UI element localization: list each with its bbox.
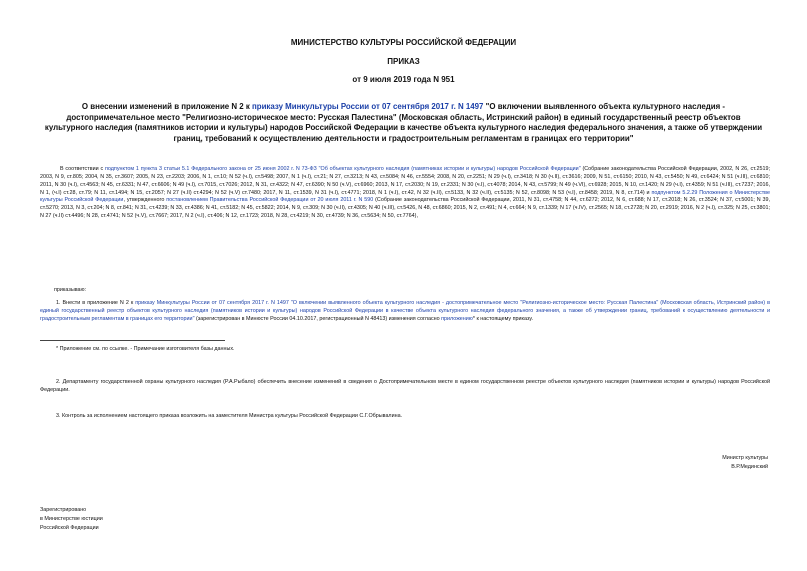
signatory-position: Министр культуры [722,455,768,461]
ministry-title: МИНИСТЕРСТВО КУЛЬТУРЫ РОССИЙСКОЙ ФЕДЕРАЦИИ [290,38,517,47]
clause-1 [40,300,770,324]
regulation-link[interactable]: подпунктом 5.2.29 Положения о Министерстве культуры Российской Федерации [40,189,770,204]
subject-text-post: "О включении выявленного объекта культурного наследия - достопримечательное место "Религиозно-историческое место: Русская Палестина" (Московская область, Истринский район) в единый государственный реестр объектов культурного наследия (памятников истории и культуры) народов Российской Федерации в качестве объекта культурного наследия федерального значения, а также об утверждении границ, требований к осуществлению деятельности и градостроительным регламентам в границах его территории" [44,102,763,143]
amended-order-link[interactable]: приказу Минкультуры России от 07 сентября 2017 г. N 1497 "О включении выявленного объекта культурного наследия - достопримечательное место "Религиозно-историческое место: Русская Палестина" (Московская область, Истринский район) в единый государственный реестр объектов культурного наследия (памятников истории и культуры) народов Российской Федерации в качестве объекта культурного наследия федерального значения, а также об утверждении границ, требований к осуществлению деятельности и градостроительным регламентам в границах его территории" [40,300,770,322]
preamble-text-b: (Собрание законодательства Российской Федерации, 2002, N 26, ст.2519; 2003, N 9, ст.805; 2004, N 35, ст.3607; 2005, N 23, ст.2203; 2006, N 1, ст.10; N 52 (ч.I), ст.5498; 2007, N 1 (ч.I), ст.21; N 27, ст.3213; N 43, ст.5084; N 46, ст.5554; 2008, N 20, ст.2251; N 29 (ч.I), ст.3418; N 30 (ч.II), ст.3616; 2009, N 51, ст.6150; 2010, N 43, ст.5450; N 49, ст.6424; N 51 (ч.III), ст.6810; 2011, N 30 (ч.I), ст.4563; N 45, ст.6331; N 47, ст.6606; N 49 (ч.I), ст.7015, ст.7026; 2012, N 31, ст.4322; N 47, ст.6390; N 50 (ч.V), ст.6960; 2013, N 17, ст.2030; N 19, ст.2331; N 30 (ч.I), ст.4078; 2014, N 43, ст.5799; N 49 (ч.VI), ст.6928; 2015, N 10, ст.1420; N 29 (ч.I), ст.4359; N 51 (ч.III), ст.7237; 2016, N 1, (ч.I) ст.28, ст.79; N 11, ст.1494; N 15, ст.2057; N 27 (ч.II) ст.4294; N 52 (ч.V) ст.7480; 2017, N 11, ст.1539, N 31 (ч.I), ст.4771; 2018, N 1 (ч.I), ст.42, N 32 (ч.II), ст.5133, N 32 (ч.II), ст.5135; N 52, ст.8098; N 53 (ч.I), ст.8458; 2019, N 8, ст.714) и [40,166,771,196]
preamble-text-c: , утвержденного [123,197,167,204]
clause-2: 2. Департаменту государственной охраны культурного наследия (Р.А.Рыбало) обеспечить внесение изменений в сведения о Достопримечательном месте в едином государственном реестре объектов культурного наследия (памятников истории и культуры) народов Российской Федерации. [40,379,770,393]
federal-law-link[interactable]: подпунктом 1 пункта 3 статьи 5.1 Федерального закона от 25 июня 2002 г. N 73-ФЗ "Об объектах культурного наследия (памятниках истории и культуры) народов Российской Федерации" [104,166,581,172]
clause-1-text-a: 1. Внести в приложение N 2 к [56,300,136,306]
clause-1-text-c: * к настоящему приказу. [472,315,534,322]
preamble-text-a: В соответствии с [60,166,105,172]
order-word: приказываю: [54,287,87,293]
preamble-text-d: (Собрание законодательства Российской Федерации, 2011, N 31, ст.4758; N 44, ст.6272; 2012, N 6, ст.688; N 17, ст.2018; N 26, ст.3524; N 37, ст.5001; N 39, ст.5270; 2013, N 3, ст.204; N 8, ст.841; N 31, ст.4239; N 33, ст.4386; N 41, ст.5182; N 45, ст.5822; 2014, N 9, ст.309; N 30 (ч.II), ст.4305; N 40 (ч.III), ст.5426, N 48, ст.6860; 2015, N 2, ст.491; N 4, ст.664; N 9, ст.1339; N 17 (ч.IV), ст.2565; N 18, ст.2728; N 20, ст.2919; 2016, N 2 (ч.I), ст.325; N 25, ст.3801; N 27 (ч.II) ст.4496; N 28, ст.4741; N 52 (ч.V), ст.7667; 2017, N 2 (ч.I), ст.406; N 12, ст.1723; 2018, N 28, ст.4219; N 30, ст.4739; N 36, ст.5634; N 50, ст.7764), [40,197,771,220]
subject-text-pre: О внесении изменений в приложение N 2 к [81,102,252,111]
clause-1-text-b: (зарегистрирован в Минюсте России 04.10.2017, регистрационный N 48413) изменения согласно [194,315,442,322]
registration-line-1: Зарегистрировано [40,507,87,513]
registration-line-2: в Министерстве юстиции [40,516,103,522]
appendix-link[interactable]: приложению [441,315,473,322]
document-date: от 9 июля 2019 года N 951 [352,75,455,84]
government-decree-link[interactable]: постановлением Правительства Российской Федерации от 20 июля 2011 г. N 590 [166,197,374,204]
registration-note [40,506,240,533]
document-subject [42,102,765,144]
document-type: ПРИКАЗ [387,57,420,66]
subject-order-link[interactable]: приказу Минкультуры России от 07 сентября 2017 г. N 1497 [252,102,484,111]
clause-3: 3. Контроль за исполнением настоящего приказа возложить на заместителя Министра культуры Российской Федерации С.Г.Обрывалина. [56,413,403,419]
preamble-paragraph [40,166,770,221]
footnote-divider [40,340,225,341]
footnote: * Приложение см. по ссылке. - Примечание изготовителя базы данных. [56,346,235,352]
registration-line-3: Российской Федерации [40,525,99,531]
signatory-name: В.Р.Мединский [731,464,768,470]
